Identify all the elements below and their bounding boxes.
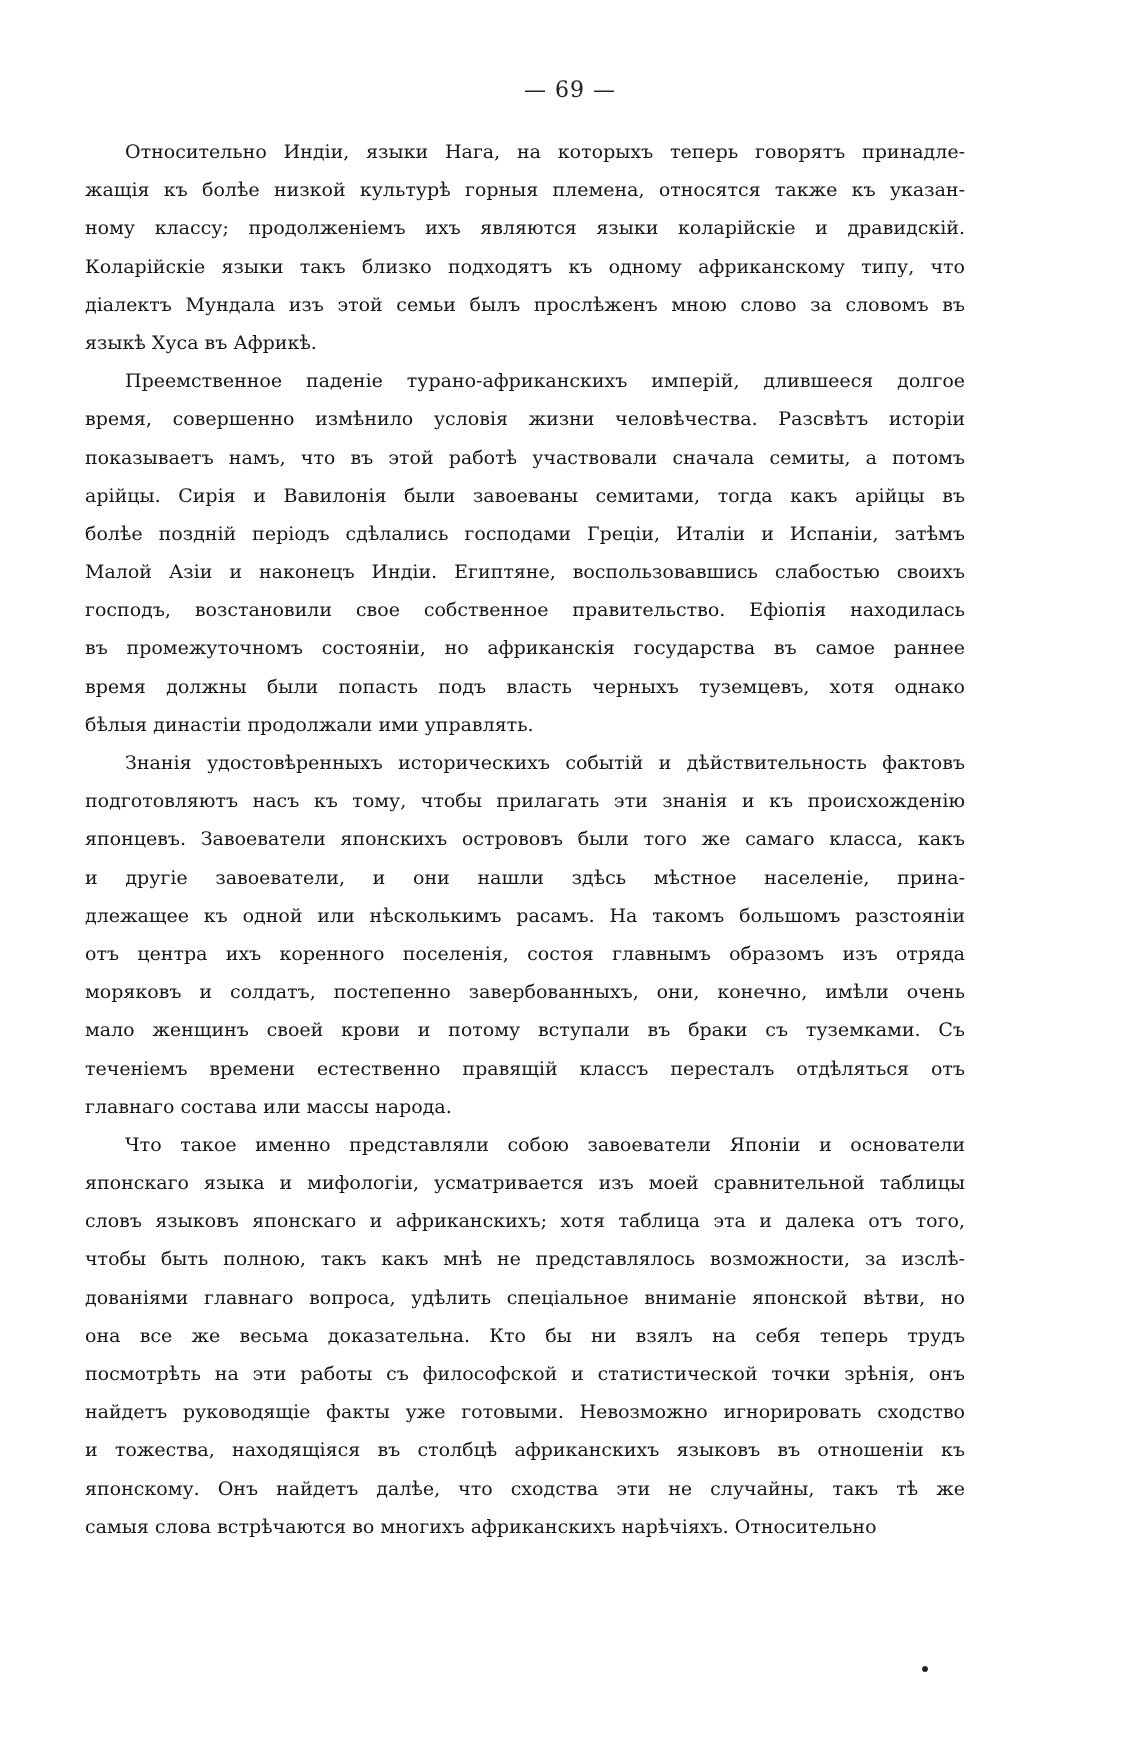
text-line: самыя слова встрѣчаются во многихъ африканскихъ нарѣчіяхъ. Относительно <box>85 1515 877 1538</box>
text-line: отъ центра ихъ коренного поселенія, состоя главнымъ образомъ изъ отряда <box>85 942 965 965</box>
text-line: моряковъ и солдатъ, постепенно завербованныхъ, они, конечно, имѣли очень <box>85 981 965 1004</box>
paragraph <box>85 1126 965 1546</box>
text-line: арійцы. Сирія и Вавилонія были завоеваны семитами, тогда какъ арійцы въ <box>85 484 965 507</box>
text-line: Относительно Индіи, языки Нага, на которыхъ теперь говорятъ принадле- <box>125 141 965 163</box>
paragraph <box>85 133 965 362</box>
text-line: японскаго языка и мифологіи, усматривается изъ моей сравнительной таблицы <box>85 1172 965 1195</box>
text-line: главнаго состава или массы народа. <box>85 1095 452 1118</box>
text-line: время должны были попасть подъ власть черныхъ туземцевъ, хотя однако <box>85 675 965 698</box>
text-line: найдетъ руководящіе факты уже готовыми. Невозможно игнорировать сходство <box>85 1401 965 1424</box>
text-line: время, совершенно измѣнило условія жизни человѣчества. Разсвѣтъ исторіи <box>85 408 965 431</box>
page-number: — 69 — <box>524 78 616 103</box>
text-line: господъ, возстановили свое собственное правительство. Ефіопія находилась <box>85 599 965 622</box>
text-line: чтобы быть полною, такъ какъ мнѣ не представлялось возможности, за изслѣ- <box>85 1248 965 1271</box>
text-line: жащія къ болѣе низкой культурѣ горныя племена, относятся также къ указан- <box>85 179 965 202</box>
text-line: дованіями главнаго вопроса, удѣлить спеціальное вниманіе японской вѣтви, но <box>85 1286 965 1309</box>
text-line: въ промежуточномъ состояніи, но африканскія государства въ самое раннее <box>85 637 965 660</box>
text-line: показываетъ намъ, что въ этой работѣ участвовали сначала семиты, а потомъ <box>85 446 965 469</box>
paragraph <box>85 362 965 744</box>
text-line: японцевъ. Завоеватели японскихъ острововъ были того же самаго класса, какъ <box>85 828 965 851</box>
text-line: и другіе завоеватели, и они нашли здѣсь мѣстное населеніе, прина- <box>85 866 965 889</box>
text-line: теченіемъ времени естественно правящій классъ пересталъ отдѣляться отъ <box>85 1057 965 1080</box>
text-line: Знанія удостовѣренныхъ историческихъ событій и дѣйствительность фактовъ <box>125 752 965 774</box>
text-line: Малой Азіи и наконецъ Индіи. Египтяне, воспользовавшись слабостью своихъ <box>85 561 965 584</box>
text-line: Коларійскіе языки такъ близко подходятъ къ одному африканскому типу, что <box>85 255 965 278</box>
text-line: Что такое именно представляли собою завоеватели Японіи и основатели <box>125 1133 965 1156</box>
paragraph <box>85 744 965 1126</box>
text-line: длежащее къ одной или нѣсколькимъ расамъ. На такомъ большомъ разстояніи <box>85 904 965 927</box>
text-line: мало женщинъ своей крови и потому вступали въ браки съ туземками. Съ <box>85 1019 965 1042</box>
text-line: она все же весьма доказательна. Кто бы ни взялъ на себя теперь трудъ <box>85 1324 965 1347</box>
text-line: подготовляютъ насъ къ тому, чтобы прилагать эти знанія и къ происхожденію <box>85 790 965 813</box>
ink-speck <box>922 1666 928 1672</box>
text-line: посмотрѣть на эти работы съ философской и статистической точки зрѣнія, онъ <box>85 1363 965 1385</box>
text-line: діалектъ Мундала изъ этой семьи былъ прослѣженъ мною слово за словомъ въ <box>85 293 965 316</box>
text-line: японскому. Онъ найдетъ далѣе, что сходства эти не случайны, такъ тѣ же <box>85 1477 965 1500</box>
text-line: болѣе поздній періодъ сдѣлались господами Греціи, Италіи и Испаніи, затѣмъ <box>85 522 965 545</box>
body-text <box>85 133 965 1546</box>
text-line: бѣлыя династіи продолжали ими управлять. <box>85 713 534 736</box>
text-line: ному классу; продолженіемъ ихъ являются языки коларійскіе и дравидскій. <box>85 217 965 240</box>
text-line: словъ языковъ японскаго и африканскихъ; хотя таблица эта и далека отъ того, <box>85 1210 965 1233</box>
text-line: языкѣ Хуса въ Африкѣ. <box>85 331 317 354</box>
text-line: Преемственное паденіе турано-африканскихъ имперій, длившееся долгое <box>125 370 965 393</box>
text-line: и тожества, находящіяся въ столбцѣ африканскихъ языковъ въ отношеніи къ <box>85 1439 965 1462</box>
